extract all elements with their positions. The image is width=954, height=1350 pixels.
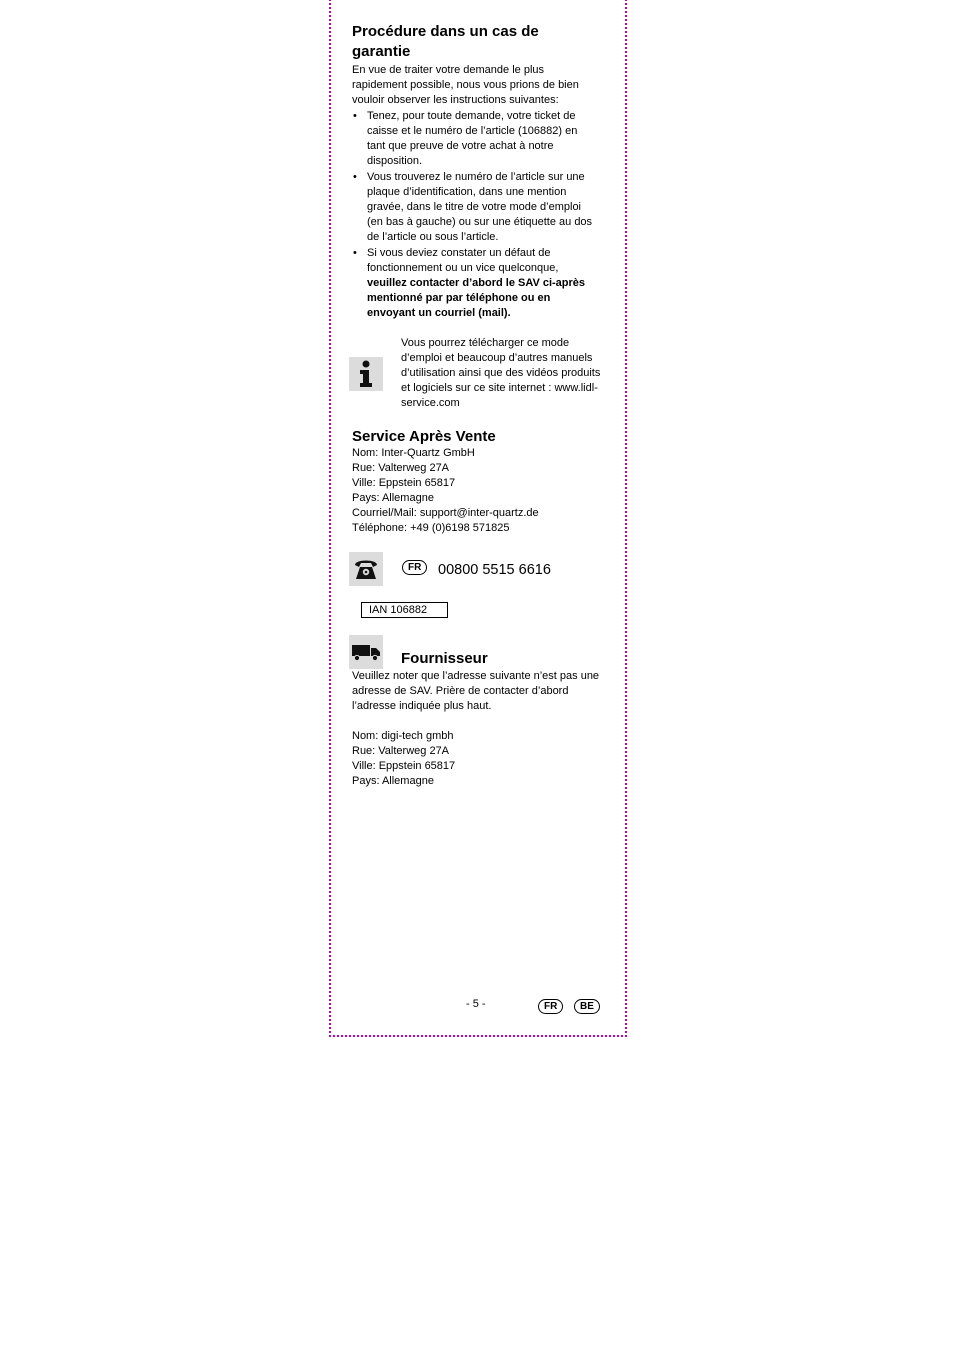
garantie-intro: En vue de traiter votre demande le plus rapidement possible, nous vous prions de bien vouloir observer les instructions suivantes: — [352, 64, 579, 106]
spacer — [352, 714, 606, 729]
garantie-heading-line2: garantie — [352, 43, 411, 60]
info-icon — [349, 357, 383, 391]
sav-rue: Rue: Valterweg 27A — [352, 462, 450, 474]
fournisseur-heading: Fournisseur — [401, 650, 488, 667]
fournisseur-note: Veuillez noter que l’adresse suivante n’est pas une adresse de SAV. Prière de contacter d’abord l’adresse indiquée plus haut. — [352, 670, 600, 712]
page-number: - 5 - — [466, 998, 486, 1010]
fournisseur-rue: Rue: Valterweg 27A — [352, 745, 450, 757]
truck-icon — [349, 635, 383, 669]
garantie-heading — [352, 22, 612, 62]
list-item — [352, 170, 598, 245]
bullet-dot: • — [353, 110, 357, 122]
info-text: Vous pourrez télécharger ce mode d’emploi et beaucoup d’autres manuels d’utilisation ainsi que des vidéos produits et logiciels sur ce site internet : www.lidl-service.com — [401, 337, 601, 409]
sav-address — [352, 446, 602, 536]
fournisseur-ville: Ville: Eppstein 65817 — [352, 760, 456, 772]
bullet-text: Si vous deviez constater un défaut de fonctionnement ou un vice quelconque, — [367, 247, 559, 274]
telephone-icon — [349, 552, 383, 586]
bullet-dot: • — [353, 247, 357, 259]
bullet-text: Tenez, pour toute demande, votre ticket de caisse et le numéro de l’article (106882) en tant que preuve de votre achat à notre disposition. — [367, 110, 578, 167]
country-badge-fr-footer: FR — [538, 999, 563, 1014]
garantie-heading-line1: Procédure dans un cas de — [352, 23, 539, 40]
bullet-text-bold: veuillez contacter d’abord le SAV ci-après mentionné par par téléphone ou en envoyant un courriel (mail). — [367, 277, 586, 319]
fournisseur-pays: Pays: Allemagne — [352, 775, 434, 787]
country-badge-fr: FR — [402, 560, 427, 575]
list-item — [352, 109, 598, 169]
garantie-section — [352, 63, 598, 321]
sav-mail: Courriel/Mail: support@inter-quartz.de — [352, 507, 539, 519]
fournisseur-nom: Nom: digi-tech gmbh — [352, 730, 454, 742]
bullet-text: Vous trouverez le numéro de l’article sur une plaque d’identification, dans une mention gravée, dans le titre de votre mode d’emploi (en bas à gauche) ou sur une étiquette au dos de l’article ou sous l’article. — [367, 171, 593, 243]
bullet-dot: • — [353, 171, 357, 183]
list-item — [352, 246, 598, 321]
sav-heading: Service Après Vente — [352, 428, 496, 445]
sav-ville: Ville: Eppstein 65817 — [352, 477, 456, 489]
sav-telephone: Téléphone: +49 (0)6198 571825 — [352, 522, 510, 534]
garantie-bullet-list — [352, 109, 598, 321]
fournisseur-section — [352, 669, 606, 789]
sav-nom: Nom: Inter-Quartz GmbH — [352, 447, 475, 459]
hotline-number: 00800 5515 6616 — [438, 562, 551, 578]
sav-pays: Pays: Allemagne — [352, 492, 434, 504]
country-badge-be-footer: BE — [574, 999, 600, 1014]
ian-box: IAN 106882 — [361, 602, 448, 618]
